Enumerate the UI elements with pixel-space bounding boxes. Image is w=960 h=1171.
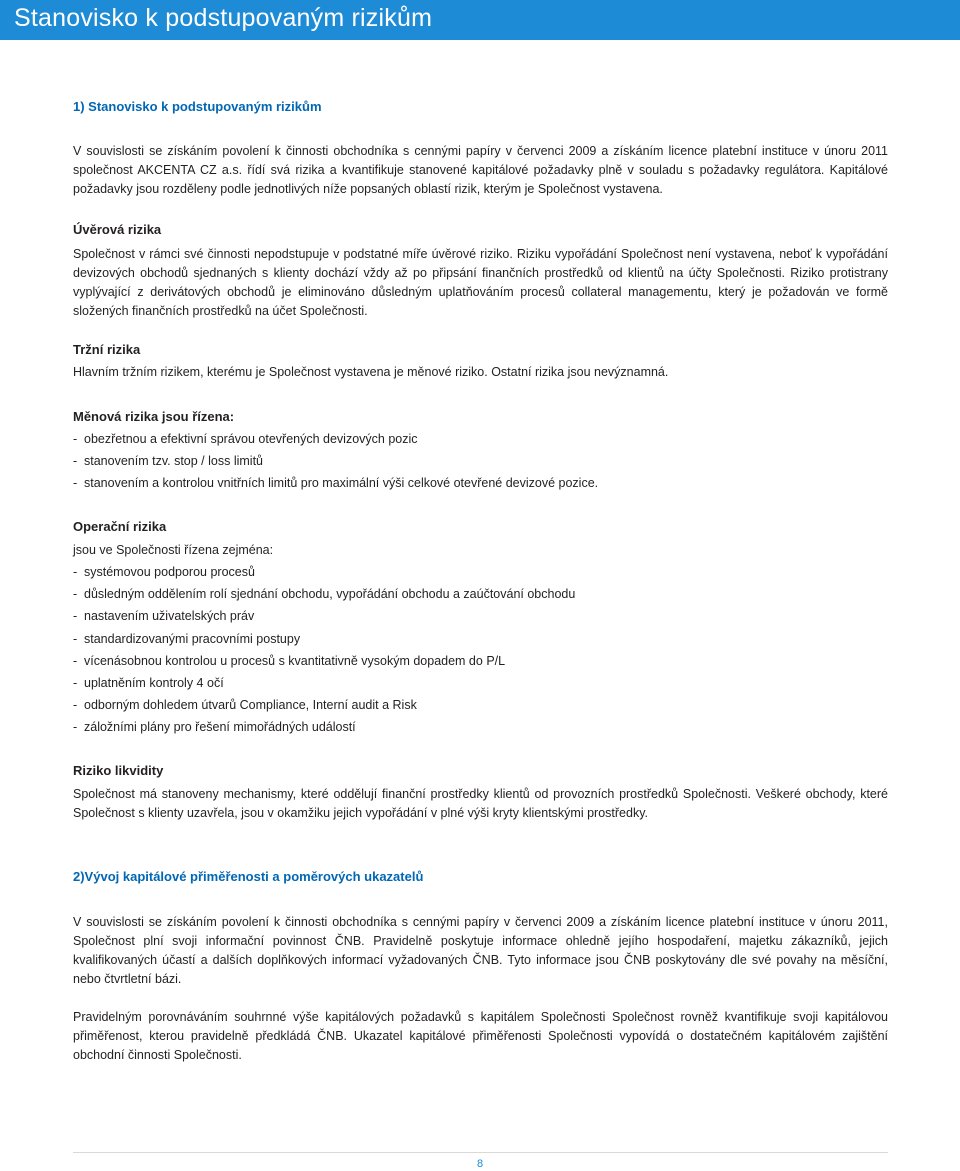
page-title: Stanovisko k podstupovaným rizikům [14,4,433,32]
liquidity-risk-text: Společnost má stanoveny mechanismy, které oddělují finanční prostředky klientů od provozních prostředků Společnosti. Veškeré obchody, které Společnost s klienty uzavřela, jsou v okamžiku jejich vypořádání v plné výši kryty klientskými prostředky. [73,787,888,820]
list-item: - důsledným oddělením rolí sjednání obchodu, vypořádání obchodu a zaúčtování obchodu [73,587,576,602]
list-item: - systémovou podporou procesů [73,565,255,579]
section-1-intro: V souvislosti se získáním povolení k činnosti obchodníka s cennými papíry v červenci 2009 a získáním licence platební instituce v únoru 2011 společnost AKCENTA CZ a.s. řídí svá rizika a kvantifikuje stanovené kapitálové požadavky plně v souladu s požadavky regulátora. Kapitálové požadavky jsou rozděleny podle jednotlivých níže popsaných oblastí rizik, kterým je Společnost vystavena. [73,144,888,196]
market-risk-heading: Tržní rizika [73,342,141,357]
operational-risk-lead: jsou ve Společnosti řízena zejména: [73,543,274,557]
section-2-para-2: Pravidelným porovnáváním souhrnné výše kapitálových požadavků s kapitálem Společnosti Společnost rovněž kvantifikuje svoji kapitálovou přiměřenost, kterou pravidelně předkládá ČNB. Ukazatel kapitálové přiměřenosti Společnosti vypovídá o dostatečném kapitálovém zajištění obchodní činnosti Společnosti. [73,1010,888,1062]
list-item: - standardizovanými pracovními postupy [73,631,301,646]
liquidity-risk-heading: Riziko likvidity [73,763,164,778]
header-banner [0,0,960,40]
credit-risk-text: Společnost v rámci své činnosti nepodstupuje v podstatné míře úvěrové riziko. Riziku vypořádání Společnost není vystavena, neboť k vypořádání devizových obchodů sjednaných s klienty dochází vždy až po připsání finančních prostředků od klientů na účty Společnosti. Riziko protistrany vyplývající z derivátových obchodů je eliminováno důsledným uplatňováním procesů collateral managementu, který je požadován ve formě složených finančních prostředků na účet Společnosti. [73,247,888,318]
list-item: - nastavením uživatelských práv [73,609,255,624]
list-item: - záložními plány pro řešení mimořádných událostí [73,720,356,735]
section-1-title: 1) Stanovisko k podstupovaným rizikům [73,99,322,114]
currency-risk-list [73,430,598,497]
currency-risk-heading: Měnová rizika jsou řízena: [73,409,235,424]
footer-divider [73,1152,888,1153]
list-item: - stanovením tzv. stop / loss limitů [73,454,263,469]
section-2-title: 2)Vývoj kapitálové přiměřenosti a poměrových ukazatelů [73,869,424,884]
operational-risk-list [73,563,575,741]
market-risk-text: Hlavním tržním rizikem, kterému je Společnost vystavena je měnové riziko. Ostatní rizika jsou nevýznamná. [73,365,669,379]
page-number: 8 [476,1158,484,1170]
list-item: - stanovením a kontrolou vnitřních limitů pro maximální výši celkové otevřené devizové pozice. [73,476,599,491]
credit-risk-heading: Úvěrová rizika [73,222,162,237]
list-item: - vícenásobnou kontrolou u procesů s kvantitativně vysokým dopadem do P/L [73,653,506,668]
operational-risk-heading: Operační rizika [73,519,167,534]
list-item: - uplatněním kontroly 4 očí [73,675,224,690]
section-2-para-1: V souvislosti se získáním povolení k činnosti obchodníka s cennými papíry v červenci 2009 a získáním licence platební instituce v únoru 2011, Společnost plní svoji informační povinnost ČNB. Pravidelně poskytuje informace ohledně jejího hospodaření, majetku zákazníků, jejich kvalifikovaných účastí a dalších doplňkových informací vyžadovaných ČNB. Tyto informace jsou ČNB poskytovány dle své povahy na měsíční, nebo čtvrtletní bázi. [73,915,888,986]
list-item: - odborným dohledem útvarů Compliance, Interní audit a Risk [73,698,417,713]
list-item: - obezřetnou a efektivní správou otevřených devizových pozic [73,432,418,446]
